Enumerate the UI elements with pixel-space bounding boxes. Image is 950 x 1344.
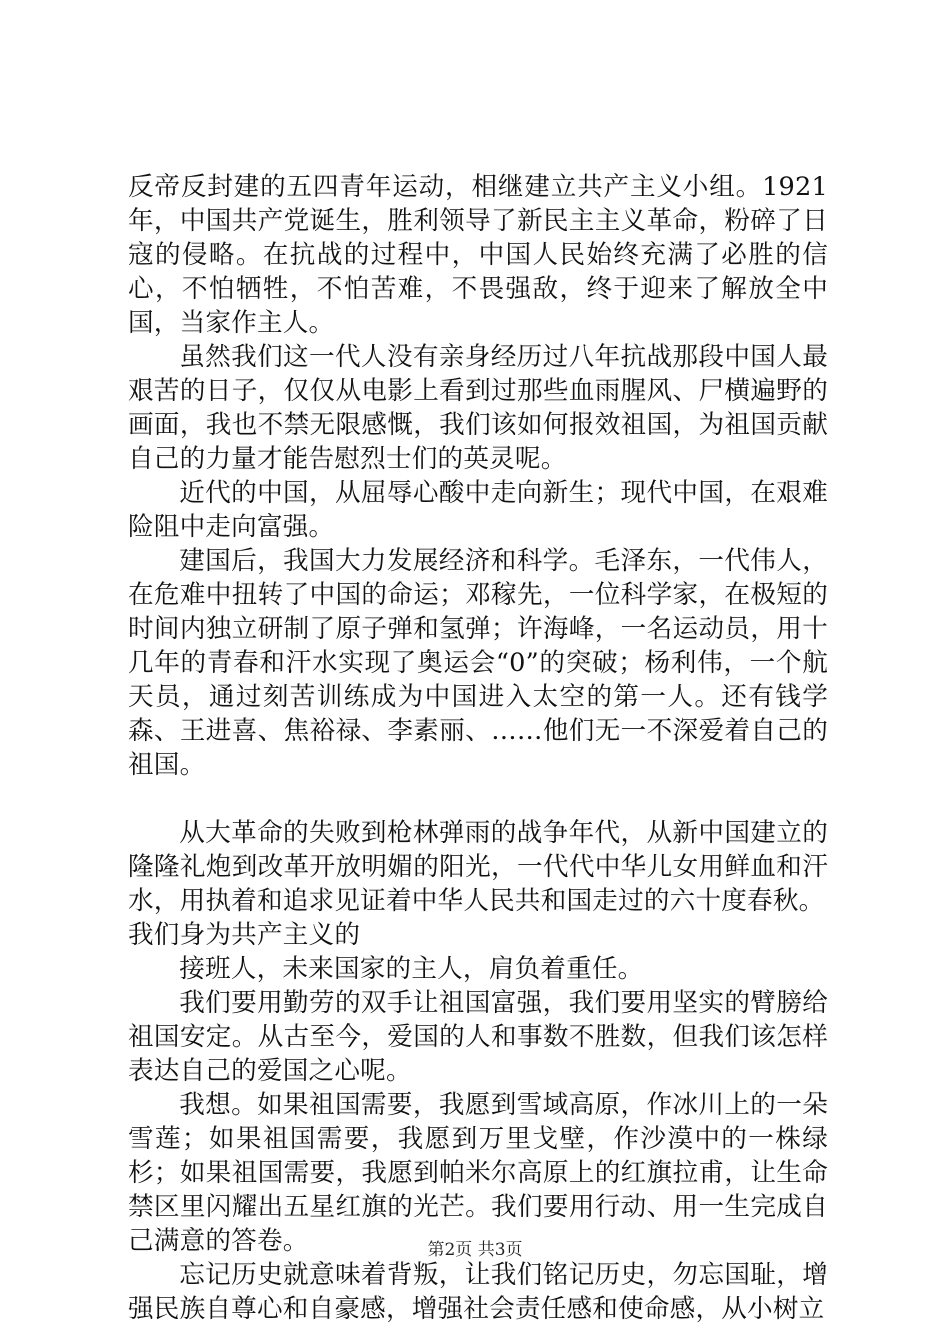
paragraph-9: 我想。如果祖国需要，我愿到雪域高原，作冰川上的一朵雪莲；如果祖国需要，我愿到万里戈壁，作沙漠中的一株绿杉；如果祖国需要，我愿到帕米尔高原上的红旗拉甫，让生命禁区里闪耀出五星红旗的光芒。我们要用行动、用一生完成自己满意的答卷。 — [128, 1090, 828, 1256]
paragraph-10: 忘记历史就意味着背叛，让我们铭记历史，勿忘国耻，增强民族自尊心和自豪感，增强社会责任感和使命感，从小树立 — [128, 1260, 828, 1324]
paragraph-5: 从大革命的失败到枪林弹雨的战争年代，从新中国建立的隆隆礼炮到改革开放明媚的阳光，一代代中华儿女用鲜血和汗水，用执着和追求见证着中华人民共和国走过的六十度春秋。 — [128, 818, 828, 916]
paragraph-6: 我们身为共产主义的 — [128, 920, 361, 950]
paragraph-8: 我们要用勤劳的双手让祖国富强，我们要用坚实的臂膀给祖国安定。从古至今，爱国的人和事数不胜数，但我们该怎样表达自己的爱国之心呢。 — [128, 988, 828, 1086]
paragraph-3: 近代的中国，从屈辱心酸中走向新生；现代中国，在艰难险阻中走向富强。 — [128, 478, 828, 542]
document-body — [128, 170, 828, 1326]
paragraph-gap — [128, 782, 828, 816]
paragraph-4: 建国后，我国大力发展经济和科学。毛泽东，一代伟人，在危难中扭转了中国的命运；邓稼先，一位科学家，在极短的时间内独立研制了原子弹和氢弹；许海峰，一名运动员，用十几年的青春和汗水实现了奥运会“0”的突破；杨利伟，一个航天员，通过刻苦训练成为中国进入太空的第一人。还有钱学森、王进喜、焦裕禄、李素丽、……他们无一不深爱着自己的祖国。 — [128, 546, 828, 780]
paragraph-7: 接班人，未来国家的主人，肩负着重任。 — [179, 954, 644, 984]
paragraph-2: 虽然我们这一代人没有亲身经历过八年抗战那段中国人最艰苦的日子，仅仅从电影上看到过那些血雨腥风、尸横遍野的画面，我也不禁无限感慨，我们该如何报效祖国，为祖国贡献自己的力量才能告慰烈士们的英灵呢。 — [128, 342, 828, 474]
paragraph-1: 反帝反封建的五四青年运动，相继建立共产主义小组。1921年，中国共产党诞生，胜利领导了新民主主义革命，粉碎了日寇的侵略。在抗战的过程中，中国人民始终充满了必胜的信心，不怕牺牲，不怕苦难，不畏强敌，终于迎来了解放全中国，当家作主人。 — [128, 172, 828, 338]
page-number-footer: 第2页 共3页 — [427, 1240, 523, 1260]
